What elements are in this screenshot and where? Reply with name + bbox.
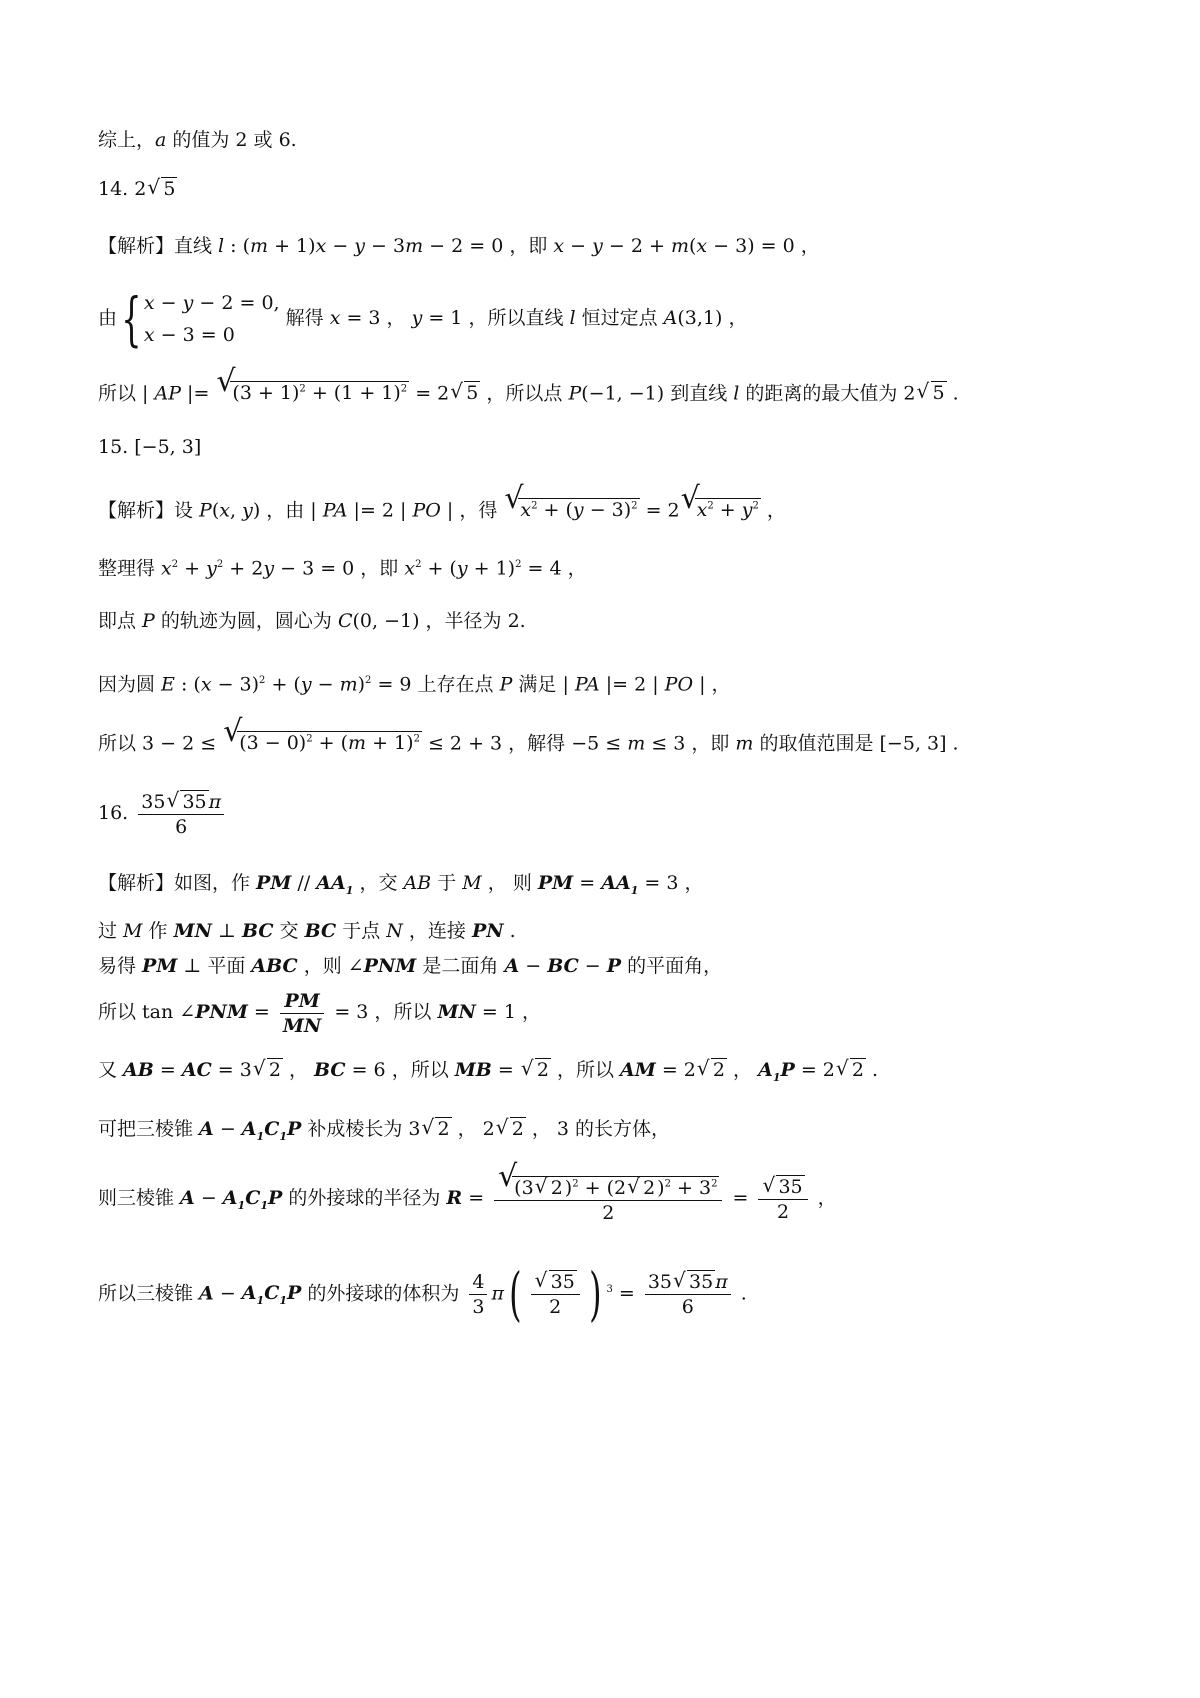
text-line: 整理得 $x^2 + y^2 + 2y - 3 = 0$ ，即 $x^2 + (y + 1)^2 = 4$ ， — [98, 557, 587, 580]
text-line: 易得 PM ⊥ 平面 ABC ，则 ∠PNM 是二面角 A − BC − P 的平面角， — [98, 955, 723, 977]
text-line: 则三棱锥 $A - A_1C_1P$ 的外接球的半径为 R = √ $\frac{(3√ 2 )^2 + (2√ 2 )^2 + 3^2}{2}$ = √ $\frac{35}{2}$ ， — [98, 1166, 837, 1238]
text-line: 【解析】如图，作 PM // $AA_1$ ，交 AB 于 M ， 则 PM = $AA_1 = 3$ ， — [98, 872, 704, 897]
answer-15: 15. [−5, 3] — [98, 436, 202, 458]
answer-16: 16. $\frac{35√ 35 \pi}{6}$ — [98, 786, 228, 840]
text-line: 所以三棱锥 $A - A_1C_1P$ 的外接球的体积为 $\frac{4}{3}$ π( √ $\frac{35}{2}$ ) $^3$ = $\frac{35√ 35 \pi}{6}$ . — [98, 1258, 747, 1333]
text-line: 又 AB = AC = 3√ 2 ， BC = 6 ，所以 MB = √ 2 ，所以 AM = 2√ 2 ， $A_1P = 2√$ 2 . — [98, 1057, 878, 1091]
text-line: 即点 P 的轨迹为圆，圆心为 C(0, −1) ，半径为 2. — [98, 610, 526, 632]
answer-14: 14. 2√ 5 — [98, 176, 177, 202]
text-line: 所以 3 − 2 ≤ √ $(3 - 0)^2 + (m + 1)^2 \le 2 + 3$ ，解得 −5 ≤ m ≤ 3 ，即 m 的取值范围是 [−5, 3] . — [98, 727, 959, 756]
text-line: 所以 | AP |= √ $(3 + 1)^2 + (1 + 1)^2 = 2√$ 5 ，所以点 P(−1, −1) 到直线 l 的距离的最大值为 2√ 5 . — [98, 377, 959, 406]
text-line: 【解析】直线 l : (m + 1)x − y − 3m − 2 = 0 ，即 x − y − 2 + m(x − 3) = 0 ， — [98, 235, 820, 257]
equation-system-line: 由{ x − y − 2 = 0, x − 3 = 0 解得 x = 3 ， y = 1 ，所以直线 l 恒过定点 A(3,1) ， — [98, 285, 748, 353]
text-line: 可把三棱锥 $A - A_1C_1P$ 补成棱长为 3√ 2 ， 2√ 2 ， 3 的长方体， — [98, 1116, 670, 1150]
text-line: 因为圆 E : $(x - 3)^2 + (y - m)^2 = 9$ 上存在点 P 满足 | PA |= 2 | PO | ， — [98, 673, 731, 696]
text-line: 过 M 作 MN ⊥ BC 交 BC 于点 N ，连接 PN . — [98, 920, 516, 942]
text-line: 【解析】设 P(x, y) ，由 | PA |= 2 | PO | ，得 √ $x^2 + (y - 3)^2 = 2√$ $x^2 + y^2$ ， — [98, 494, 786, 523]
text-line: 所以 tan ∠PNM = $\frac{PM}{MN}$ = 3 ，所以 MN = 1 ， — [98, 989, 542, 1037]
text-line: 综上，a 的值为 2 或 6. — [98, 129, 297, 151]
